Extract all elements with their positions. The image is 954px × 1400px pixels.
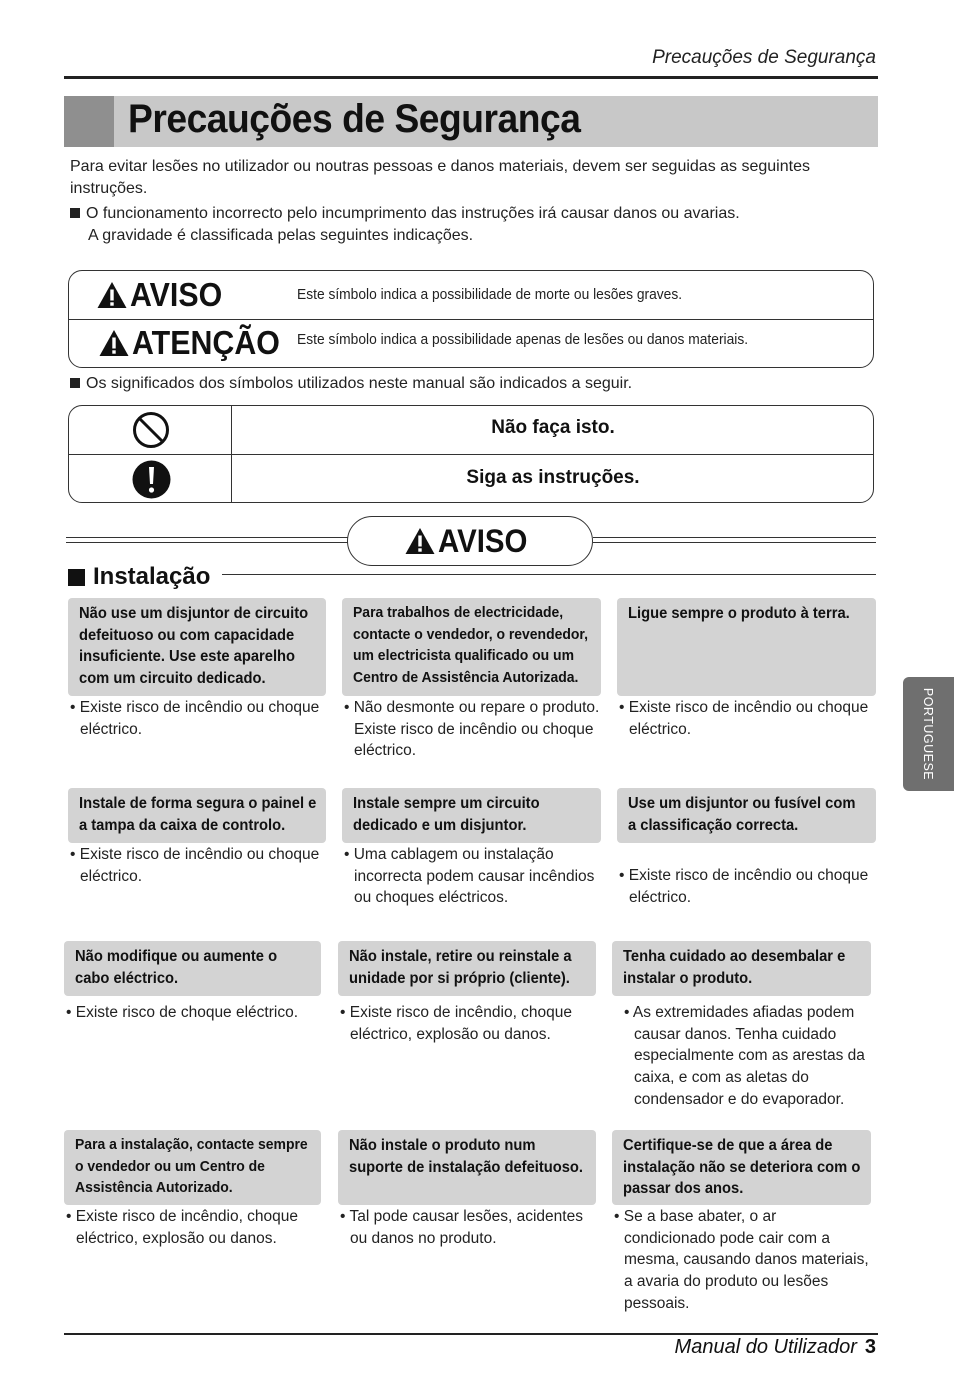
banner-rule: [593, 537, 876, 538]
intro-text: Para evitar lesões no utilizador ou noutras pessoas e danos materiais, devem ser seguidas as seguintes instruções.: [70, 158, 810, 197]
note-severity: O funcionamento incorrecto pelo incumprimento das instruções irá causar danos ou avarias. A gravidade é classificada pelas seguintes indicações.: [70, 203, 870, 247]
square-bullet-icon: [70, 208, 80, 218]
card-body: • Existe risco de incêndio, choque eléctrico, explosão ou danos.: [66, 1208, 299, 1247]
card-body: • Se a base abater, o ar condicionado pode cair com a mesma, causando danos materiais, a avaria do produto ou lesões pessoais.: [614, 1208, 869, 1312]
page-number: 3: [864, 1336, 876, 1358]
exclamation-icon: [132, 460, 171, 499]
title-square: [64, 96, 114, 147]
running-header: Precauções de Segurança: [652, 47, 876, 68]
card-body: • Existe risco de choque eléctrico.: [66, 1004, 299, 1021]
atencao-description: Este símbolo indica a possibilidade apenas de lesões ou danos materiais.: [297, 331, 749, 348]
card-head: Instale de forma segura o painel e a tampa da caixa de controlo.: [68, 788, 326, 843]
card-body: • Existe risco de incêndio ou choque eléctrico.: [619, 867, 869, 906]
symbol-meaning-dont: Não faça isto.: [491, 417, 615, 438]
top-rule: [64, 76, 878, 79]
card-head: Não instale o produto num suporte de instalação defeituoso.: [338, 1130, 596, 1205]
square-bullet-icon: [70, 378, 80, 388]
card-body: • Uma cablagem ou instalação incorrecta podem causar incêndios ou choques eléctricos.: [344, 846, 595, 907]
severity-box: [68, 270, 874, 368]
card-head: Instale sempre um circuito dedicado e um disjuntor.: [342, 788, 601, 843]
sign-atencao: ATENÇÃO: [98, 324, 293, 362]
banner-rule: [593, 542, 876, 543]
card-body: • Tal pode causar lesões, acidentes ou danos no produto.: [340, 1208, 583, 1247]
card-head: Ligue sempre o produto à terra.: [617, 598, 876, 696]
card-body: • As extremidades afiadas podem causar danos. Tenha cuidado especialmente com as arestas da caixa, e com as aletas do condensador e do evaporador.: [624, 1004, 865, 1108]
footer: Manual do Utilizador 3: [674, 1336, 876, 1358]
card-body: • Não desmonte ou repare o produto. Existe risco de incêndio ou choque eléctrico.: [344, 699, 600, 760]
card-body: • Existe risco de incêndio, choque eléctrico, explosão ou danos.: [340, 1004, 573, 1043]
aviso-banner: AVISO: [347, 516, 593, 566]
section-rule: [222, 574, 876, 575]
warning-triangle-icon: [404, 526, 436, 556]
card-head: Use um disjuntor ou fusível com a classificação correcta.: [617, 788, 876, 843]
bottom-rule: [64, 1333, 878, 1335]
card-body: • Existe risco de incêndio ou choque eléctrico.: [70, 699, 320, 738]
card-body: • Existe risco de incêndio ou choque eléctrico.: [619, 699, 869, 738]
card-head: Não modifique ou aumente o cabo eléctrico.: [64, 941, 321, 996]
banner-rule: [66, 537, 348, 538]
card-head: Não use um disjuntor de circuito defeituoso ou com capacidade insuficiente. Use este aparelho com um circuito dedicado.: [68, 598, 326, 696]
prohibition-icon: [132, 411, 170, 449]
card-head: Para a instalação, contacte sempre o vendedor ou um Centro de Assistência Autorizado.: [64, 1130, 321, 1205]
sign-aviso: AVISO: [96, 276, 230, 314]
symbol-meaning-follow: Siga as instruções.: [466, 467, 640, 488]
banner-rule: [66, 542, 348, 543]
symbols-box: [68, 405, 874, 503]
card-head: Tenha cuidado ao desembalar e instalar o produto.: [612, 941, 871, 996]
note-symbols: Os significados dos símbolos utilizados neste manual são indicados a seguir.: [70, 375, 632, 393]
card-body: • Existe risco de incêndio ou choque eléctrico.: [70, 846, 320, 885]
square-bullet-icon: [68, 569, 85, 586]
page-title: Precauções de Segurança: [128, 97, 581, 141]
warning-triangle-icon: [98, 328, 130, 358]
card-head: Certifique-se de que a área de instalação não se deteriora com o passar dos anos.: [612, 1130, 871, 1205]
warning-triangle-icon: [96, 280, 128, 310]
card-head: Não instale, retire ou reinstale a unidade por si próprio (cliente).: [338, 941, 596, 996]
card-head: Para trabalhos de electricidade, contacte o vendedor, o revendedor, um electricista qualificado ou um Centro de Assistência Autorizada.: [342, 598, 601, 696]
language-tab: PORTUGUESE: [903, 677, 954, 791]
section-heading: Instalação: [68, 563, 210, 591]
aviso-description: Este símbolo indica a possibilidade de morte ou lesões graves.: [297, 286, 683, 303]
